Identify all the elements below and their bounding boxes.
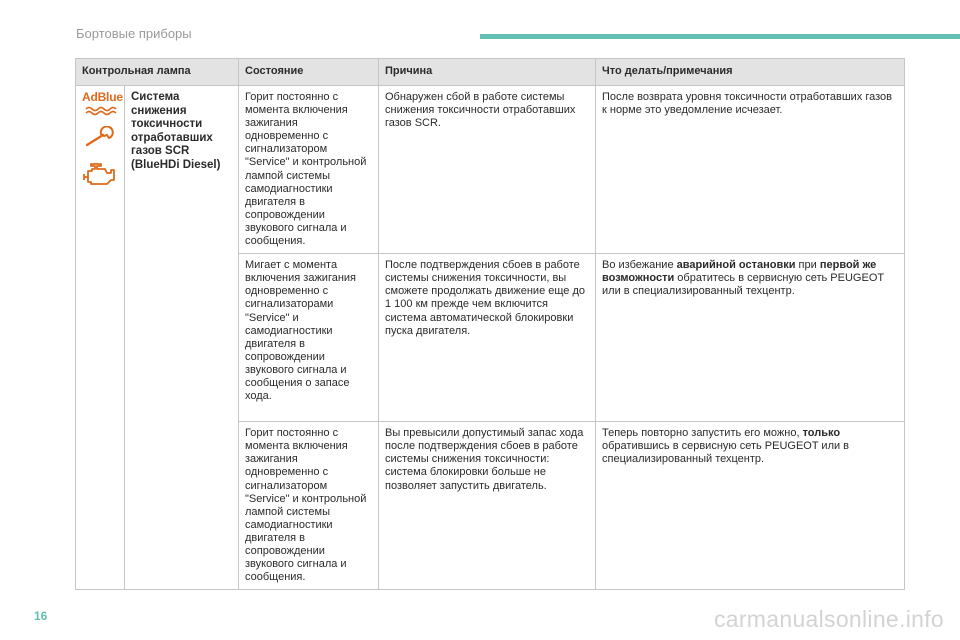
column-header-action: Что делать/примечания bbox=[596, 59, 905, 86]
table-header-row bbox=[76, 59, 905, 86]
action-text: при bbox=[795, 259, 820, 272]
section-title: Бортовые приборы bbox=[76, 26, 192, 41]
lamp-name-line: Система bbox=[131, 91, 180, 103]
action-emphasis: только bbox=[802, 427, 841, 440]
lamp-name-line: токсичности bbox=[131, 118, 203, 130]
column-header-cause: Причина bbox=[379, 59, 596, 86]
action-text: Теперь повторно запустить его можно, bbox=[602, 427, 803, 440]
action-cell: После возврата уровня токсичности отработавших газов к норме это уведомление исчезает. bbox=[596, 86, 905, 254]
action-emphasis: аварийной остановки bbox=[676, 259, 796, 272]
lamp-icons-cell bbox=[76, 86, 125, 590]
lamp-name-cell bbox=[125, 86, 239, 590]
action-text: Во избежание bbox=[602, 259, 677, 272]
action-cell bbox=[596, 422, 905, 590]
lamp-name-line: газов SCR bbox=[131, 145, 190, 157]
adblue-icon-label: AdBlue bbox=[82, 90, 123, 104]
wrench-icon bbox=[82, 126, 118, 152]
adblue-icon bbox=[82, 90, 123, 116]
state-cell: Мигает с момента включения зажигания одновременно с сигнализаторами "Service" и самодиагностики двигателя в сопровождении звукового сигнала и сообщения о запасе хода. bbox=[239, 254, 379, 422]
action-emphasis: первой же возможности bbox=[602, 259, 877, 285]
cause-cell: Вы превысили допустимый запас хода после подтверждения сбоев в работе системы снижения токсичности: система блокировки больше не позволяет запустить двигатель. bbox=[379, 422, 596, 590]
lamp-name-line: снижения bbox=[131, 104, 187, 117]
table-row bbox=[76, 86, 905, 254]
engine-icon bbox=[82, 162, 118, 192]
warning-lamp-table bbox=[75, 58, 905, 590]
lamp-name-line: (BlueHDi Diesel) bbox=[131, 158, 221, 171]
header-accent-bar bbox=[480, 34, 960, 39]
page-number: 16 bbox=[34, 609, 48, 623]
action-text: обратившись в сервисную сеть PEUGEOT или в специализированный техцентр. bbox=[602, 440, 850, 466]
watermark: carmanualsonline.info bbox=[713, 606, 944, 632]
state-cell: Горит постоянно с момента включения зажигания одновременно с сигнализатором "Service" и контрольной лампой системы самодиагностики двигателя в сопровождении звукового сигнала и сообщения. bbox=[239, 422, 379, 590]
action-text: обратитесь в сервисную сеть PEUGEOT или в специализированный техцентр. bbox=[602, 272, 884, 298]
cause-cell: Обнаружен сбой в работе системы снижения токсичности отработавших газов SCR. bbox=[379, 86, 596, 254]
lamp-name-line: отработавших bbox=[131, 131, 213, 144]
action-cell bbox=[596, 254, 905, 422]
state-cell: Горит постоянно с момента включения зажигания одновременно с сигнализатором "Service" и контрольной лампой системы самодиагностики двигателя в сопровождении звукового сигнала и сообщения. bbox=[239, 86, 379, 254]
column-header-lamp: Контрольная лампа bbox=[76, 59, 239, 86]
column-header-state: Состояние bbox=[239, 59, 379, 86]
cause-cell: После подтверждения сбоев в работе системы снижения токсичности, вы сможете продолжать движение еще до 1 100 км прежде чем включится система автоматической блокировки пуска двигателя. bbox=[379, 254, 596, 422]
